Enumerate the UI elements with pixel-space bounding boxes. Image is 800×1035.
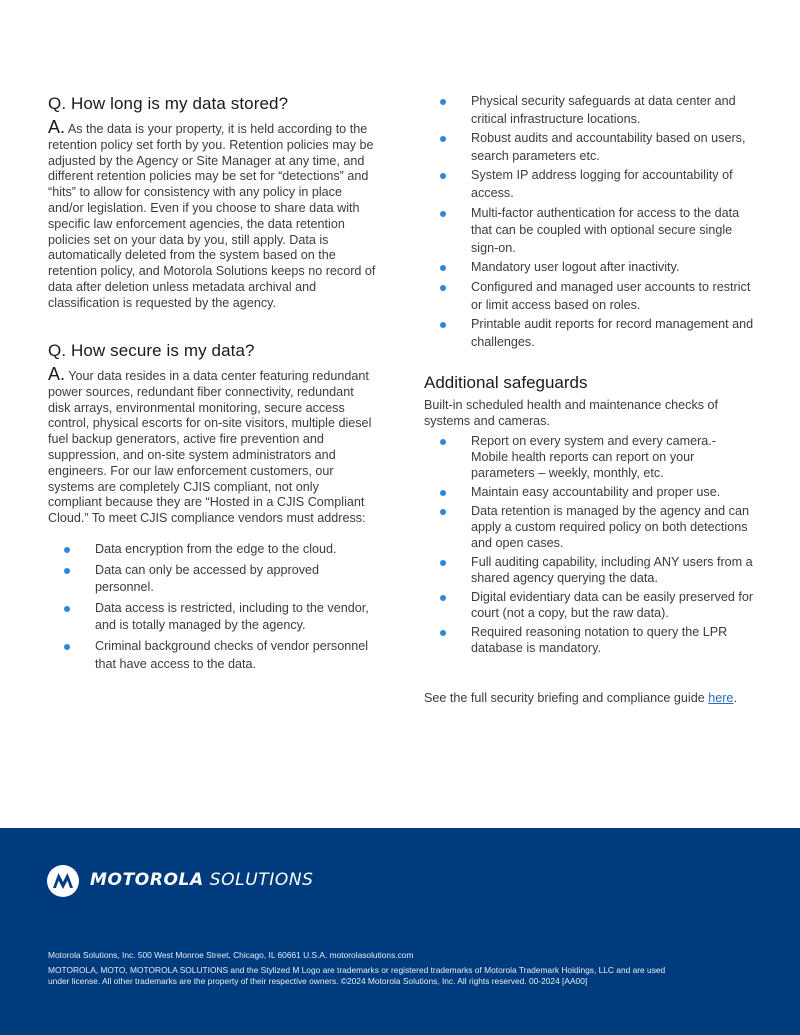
here-link[interactable]: here — [708, 691, 734, 705]
footer — [0, 828, 800, 1035]
bullet-dot-icon — [64, 547, 70, 553]
bullet-dot-icon — [440, 136, 446, 142]
security-bullet-list — [424, 93, 754, 351]
bullet-dot-icon — [440, 99, 446, 105]
bullet-dot-icon — [440, 560, 446, 566]
brand-wordmark: MOTOROLA SOLUTIONS — [90, 870, 314, 890]
list-item: Criminal background checks of vendor personnel that have access to the data. — [48, 638, 376, 673]
question-title-storage: Q. How long is my data stored? — [48, 94, 289, 113]
footer-legal: MOTOROLA, MOTO, MOTOROLA SOLUTIONS and the Stylized M Logo are trademarks or registered trademarks of Motorola Trademark Holdings, LLC and are used under license. All other trademarks are the property of their respective owners. ©2024 Motorola Solutions, Inc. All rights reserved. 00-2024 [AA00] — [48, 965, 666, 986]
bullet-dot-icon — [64, 568, 70, 574]
bullet-dot-icon — [440, 630, 446, 636]
safeguards-intro: Built-in scheduled health and maintenance checks of systems and cameras. — [424, 398, 719, 428]
bullet-dot-icon — [440, 211, 446, 217]
answer-mark: A. — [48, 117, 66, 137]
list-item: Robust audits and accountability based on users, search parameters etc. — [424, 130, 754, 165]
list-item: Full auditing capability, including ANY users from a shared agency querying the data. — [424, 554, 754, 586]
answer-storage — [48, 117, 376, 312]
additional-safeguards-heading: Additional safeguards — [424, 373, 588, 392]
bullet-dot-icon — [64, 606, 70, 612]
list-item: Data encryption from the edge to the cloud. — [48, 541, 376, 559]
list-item: Mandatory user logout after inactivity. — [424, 259, 754, 277]
answer-security — [48, 364, 376, 527]
question-title-security: Q. How secure is my data? — [48, 341, 255, 360]
answer-text: As the data is your property, it is held according to the retention policy set forth by you. Retention policies may be adjusted by the Agency or Site Manager at any time, and different retention policies may be set for “detections” and “hits” to allow for consistency with any policy in place and/or legislation. Even if you choose to share data with specific law enforcement agencies, the data retention policies set on your data by you, still apply. Data is automatically deleted from the system based on the retention policy, and Motorola Solutions keeps no record of data after deletion unless metadata archival and classification is requested by the agency. — [48, 122, 376, 310]
list-item: Digital evidentiary data can be easily preserved for court (not a copy, but the raw data). — [424, 589, 754, 621]
bullet-dot-icon — [440, 509, 446, 515]
list-item: Configured and managed user accounts to restrict or limit access based on roles. — [424, 279, 754, 314]
safeguards-bullet-list — [424, 433, 754, 656]
list-item: Data can only be accessed by approved personnel. — [48, 562, 376, 597]
list-item: System IP address logging for accountability of access. — [424, 167, 754, 202]
answer-text: Your data resides in a data center featuring redundant power sources, redundant fiber connectivity, redundant disk arrays, environmental monitoring, secure access control, physical escorts for on-site visitors, multiple diesel fuel backup generators, active fire prevention and suppression, and on-site system administrators and engineers. For our law enforcement customers, our systems are completely CJIS compliant, not only compliant because they are “Hosted in a CJIS Compliant Cloud.” To meet CJIS compliance vendors must address: — [48, 369, 372, 526]
list-item: Required reasoning notation to query the LPR database is mandatory. — [424, 624, 754, 656]
bullet-dot-icon — [440, 173, 446, 179]
list-item: Data access is restricted, including to the vendor, and is totally managed by the agency. — [48, 600, 376, 635]
list-item: Multi-factor authentication for access to the data that can be coupled with optional secure single sign-on. — [424, 205, 754, 258]
bullet-dot-icon — [440, 322, 446, 328]
list-item: Report on every system and every camera.- Mobile health reports can report on your parameters – weekly, monthly, etc. — [424, 433, 754, 481]
bullet-dot-icon — [64, 644, 70, 650]
list-item: Data retention is managed by the agency and can apply a custom required policy on both detections and open cases. — [424, 503, 754, 551]
answer-mark: A. — [48, 364, 66, 384]
bullet-dot-icon — [440, 490, 446, 496]
bullet-dot-icon — [440, 285, 446, 291]
bullet-dot-icon — [440, 595, 446, 601]
bullet-dot-icon — [440, 439, 446, 445]
motorola-m-logo-icon — [47, 865, 79, 897]
footer-address: Motorola Solutions, Inc. 500 West Monroe Street, Chicago, IL 60661 U.S.A. motorolasolutions.com — [48, 950, 414, 960]
list-item: Physical security safeguards at data center and critical infrastructure locations. — [424, 93, 754, 128]
see-full-guide: See the full security briefing and compliance guide here. — [424, 691, 737, 705]
list-item: Printable audit reports for record management and challenges. — [424, 316, 754, 351]
bullet-dot-icon — [440, 265, 446, 271]
list-item: Maintain easy accountability and proper use. — [424, 484, 754, 500]
cjis-bullet-list — [48, 541, 376, 673]
